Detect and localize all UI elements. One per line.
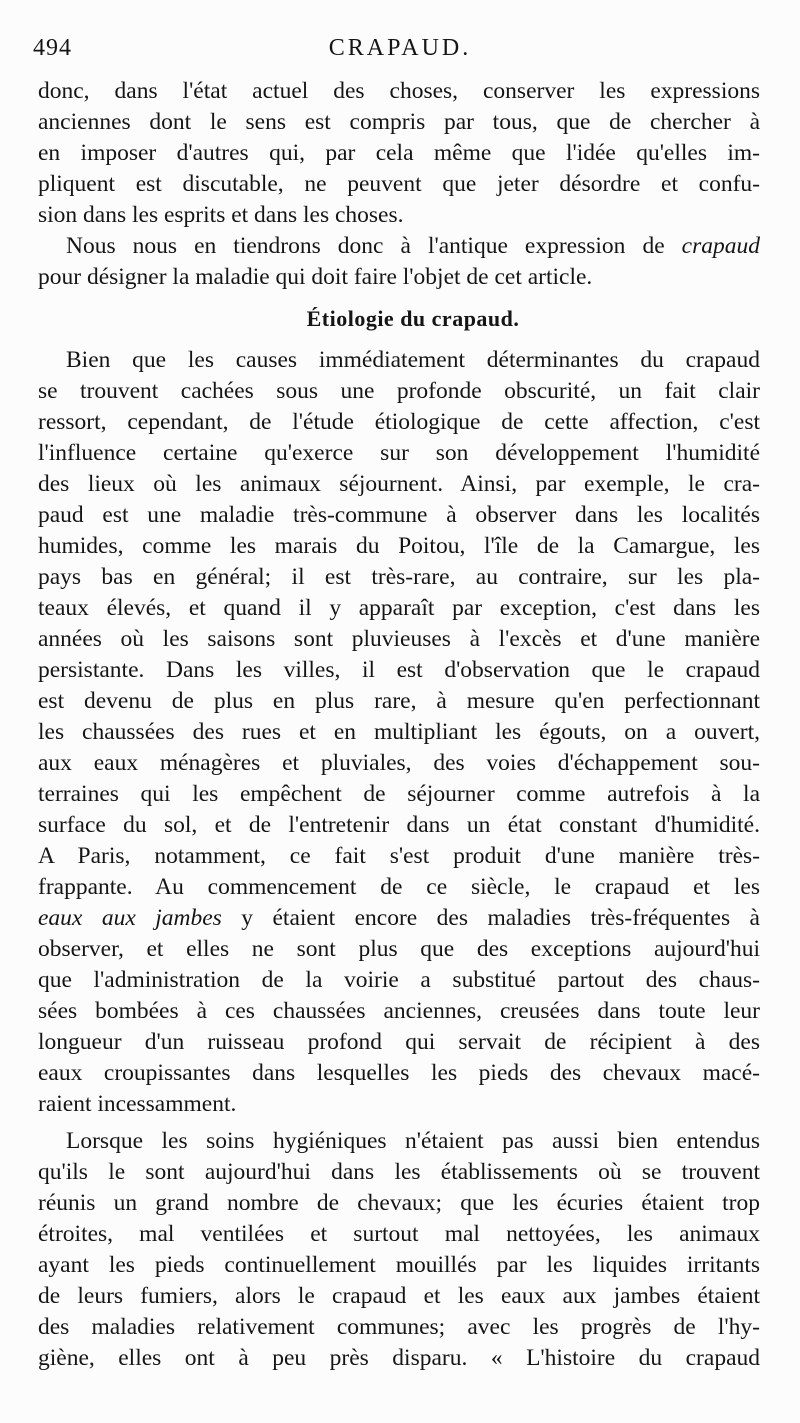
text-line: paud est une maladie très-commune à observer dans les localités	[38, 502, 760, 528]
text-line: Lorsque les soins hygiéniques n'étaient pas aussi bien entendus	[66, 1128, 760, 1154]
text-line: terraines qui les empêchent de séjourner comme autrefois à la	[38, 781, 760, 807]
text-line: des lieux où les animaux séjournent. Ainsi, par exemple, le cra-	[38, 471, 760, 497]
running-title: CRAPAUD.	[328, 35, 472, 61]
text-line: étroites, mal ventilées et surtout mal nettoyées, les animaux	[38, 1221, 760, 1247]
text-line: réunis un grand nombre de chevaux; que les écuries étaient trop	[38, 1190, 760, 1216]
text-line: eaux croupissantes dans lesquelles les pieds des chevaux macé-	[38, 1060, 760, 1086]
text-line: donc, dans l'état actuel des choses, conserver les expressions	[38, 78, 760, 104]
text-line: en imposer d'autres qui, par cela même que l'idée qu'elles im-	[38, 140, 760, 166]
text-line: Bien que les causes immédiatement déterminantes du crapaud	[66, 347, 760, 373]
text-line: surface du sol, et de l'entretenir dans un état constant d'humidité.	[38, 812, 760, 838]
text-line: longueur d'un ruisseau profond qui servait de récipient à des	[38, 1029, 760, 1055]
text-line: ayant les pieds continuellement mouillés par les liquides irritants	[38, 1252, 760, 1278]
text-line: giène, elles ont à peu près disparu. « L'histoire du crapaud	[38, 1345, 760, 1371]
text-line: qu'ils le sont aujourd'hui dans les établissements où se trouvent	[38, 1159, 760, 1185]
text-line: pays bas en général; il est très-rare, au contraire, sur les pla-	[38, 564, 760, 590]
text-line: sées bombées à ces chaussées anciennes, creusées dans toute leur	[38, 998, 760, 1024]
text-line: les chaussées des rues et en multipliant les égouts, on a ouvert,	[38, 719, 760, 745]
text-line: persistante. Dans les villes, il est d'observation que le crapaud	[38, 657, 760, 683]
text-line: humides, comme les marais du Poitou, l'île de la Camargue, les	[38, 533, 760, 559]
text-line: de leurs fumiers, alors le crapaud et les eaux aux jambes étaient	[38, 1283, 760, 1309]
text-line: des maladies relativement communes; avec les progrès de l'hy-	[38, 1314, 760, 1340]
text-line: l'influence certaine qu'exerce sur son développement l'humidité	[38, 440, 760, 466]
italic-term: eaux aux jambes	[38, 905, 222, 931]
text-line: que l'administration de la voirie a substitué partout des chaus-	[38, 967, 760, 993]
section-heading: Étiologie du crapaud.	[306, 306, 520, 331]
text-run: Nous nous en tiendrons donc à l'antique expression de	[66, 233, 682, 259]
text-line: années où les saisons sont pluvieuses à l'excès et d'une manière	[38, 626, 760, 652]
text-line: aux eaux ménagères et pluviales, des voies d'échappement sou-	[38, 750, 760, 776]
text-line: pour désigner la maladie qui doit faire l'objet de cet article.	[38, 264, 593, 290]
text-line: observer, et elles ne sont plus que des exceptions aujourd'hui	[38, 936, 760, 962]
page-number: 494	[33, 35, 72, 61]
text-line: raient incessamment.	[38, 1091, 237, 1117]
text-run: y étaient encore des maladies très-fréquentes à	[221, 905, 760, 931]
text-line: frappante. Au commencement de ce siècle, le crapaud et les	[38, 874, 760, 900]
text-line: anciennes dont le sens est compris par tous, que de chercher à	[38, 109, 760, 135]
text-line: est devenu de plus en plus rare, à mesure qu'en perfectionnant	[38, 688, 760, 714]
text-line: ressort, cependant, de l'étude étiologique de cette affection, c'est	[38, 409, 760, 435]
text-line: A Paris, notamment, ce fait s'est produit d'une manière très-	[38, 843, 760, 869]
italic-term: crapaud	[681, 233, 760, 259]
text-line: se trouvent cachées sous une profonde obscurité, un fait clair	[38, 378, 760, 404]
running-head	[0, 30, 800, 66]
body-text	[38, 76, 760, 1374]
text-line	[38, 903, 760, 934]
text-line: pliquent est discutable, ne peuvent que jeter désordre et confu-	[38, 171, 760, 197]
text-line	[38, 231, 760, 262]
text-line: sion dans les esprits et dans les choses.	[38, 202, 404, 228]
text-line: teaux élevés, et quand il y apparaît par exception, c'est dans les	[38, 595, 760, 621]
